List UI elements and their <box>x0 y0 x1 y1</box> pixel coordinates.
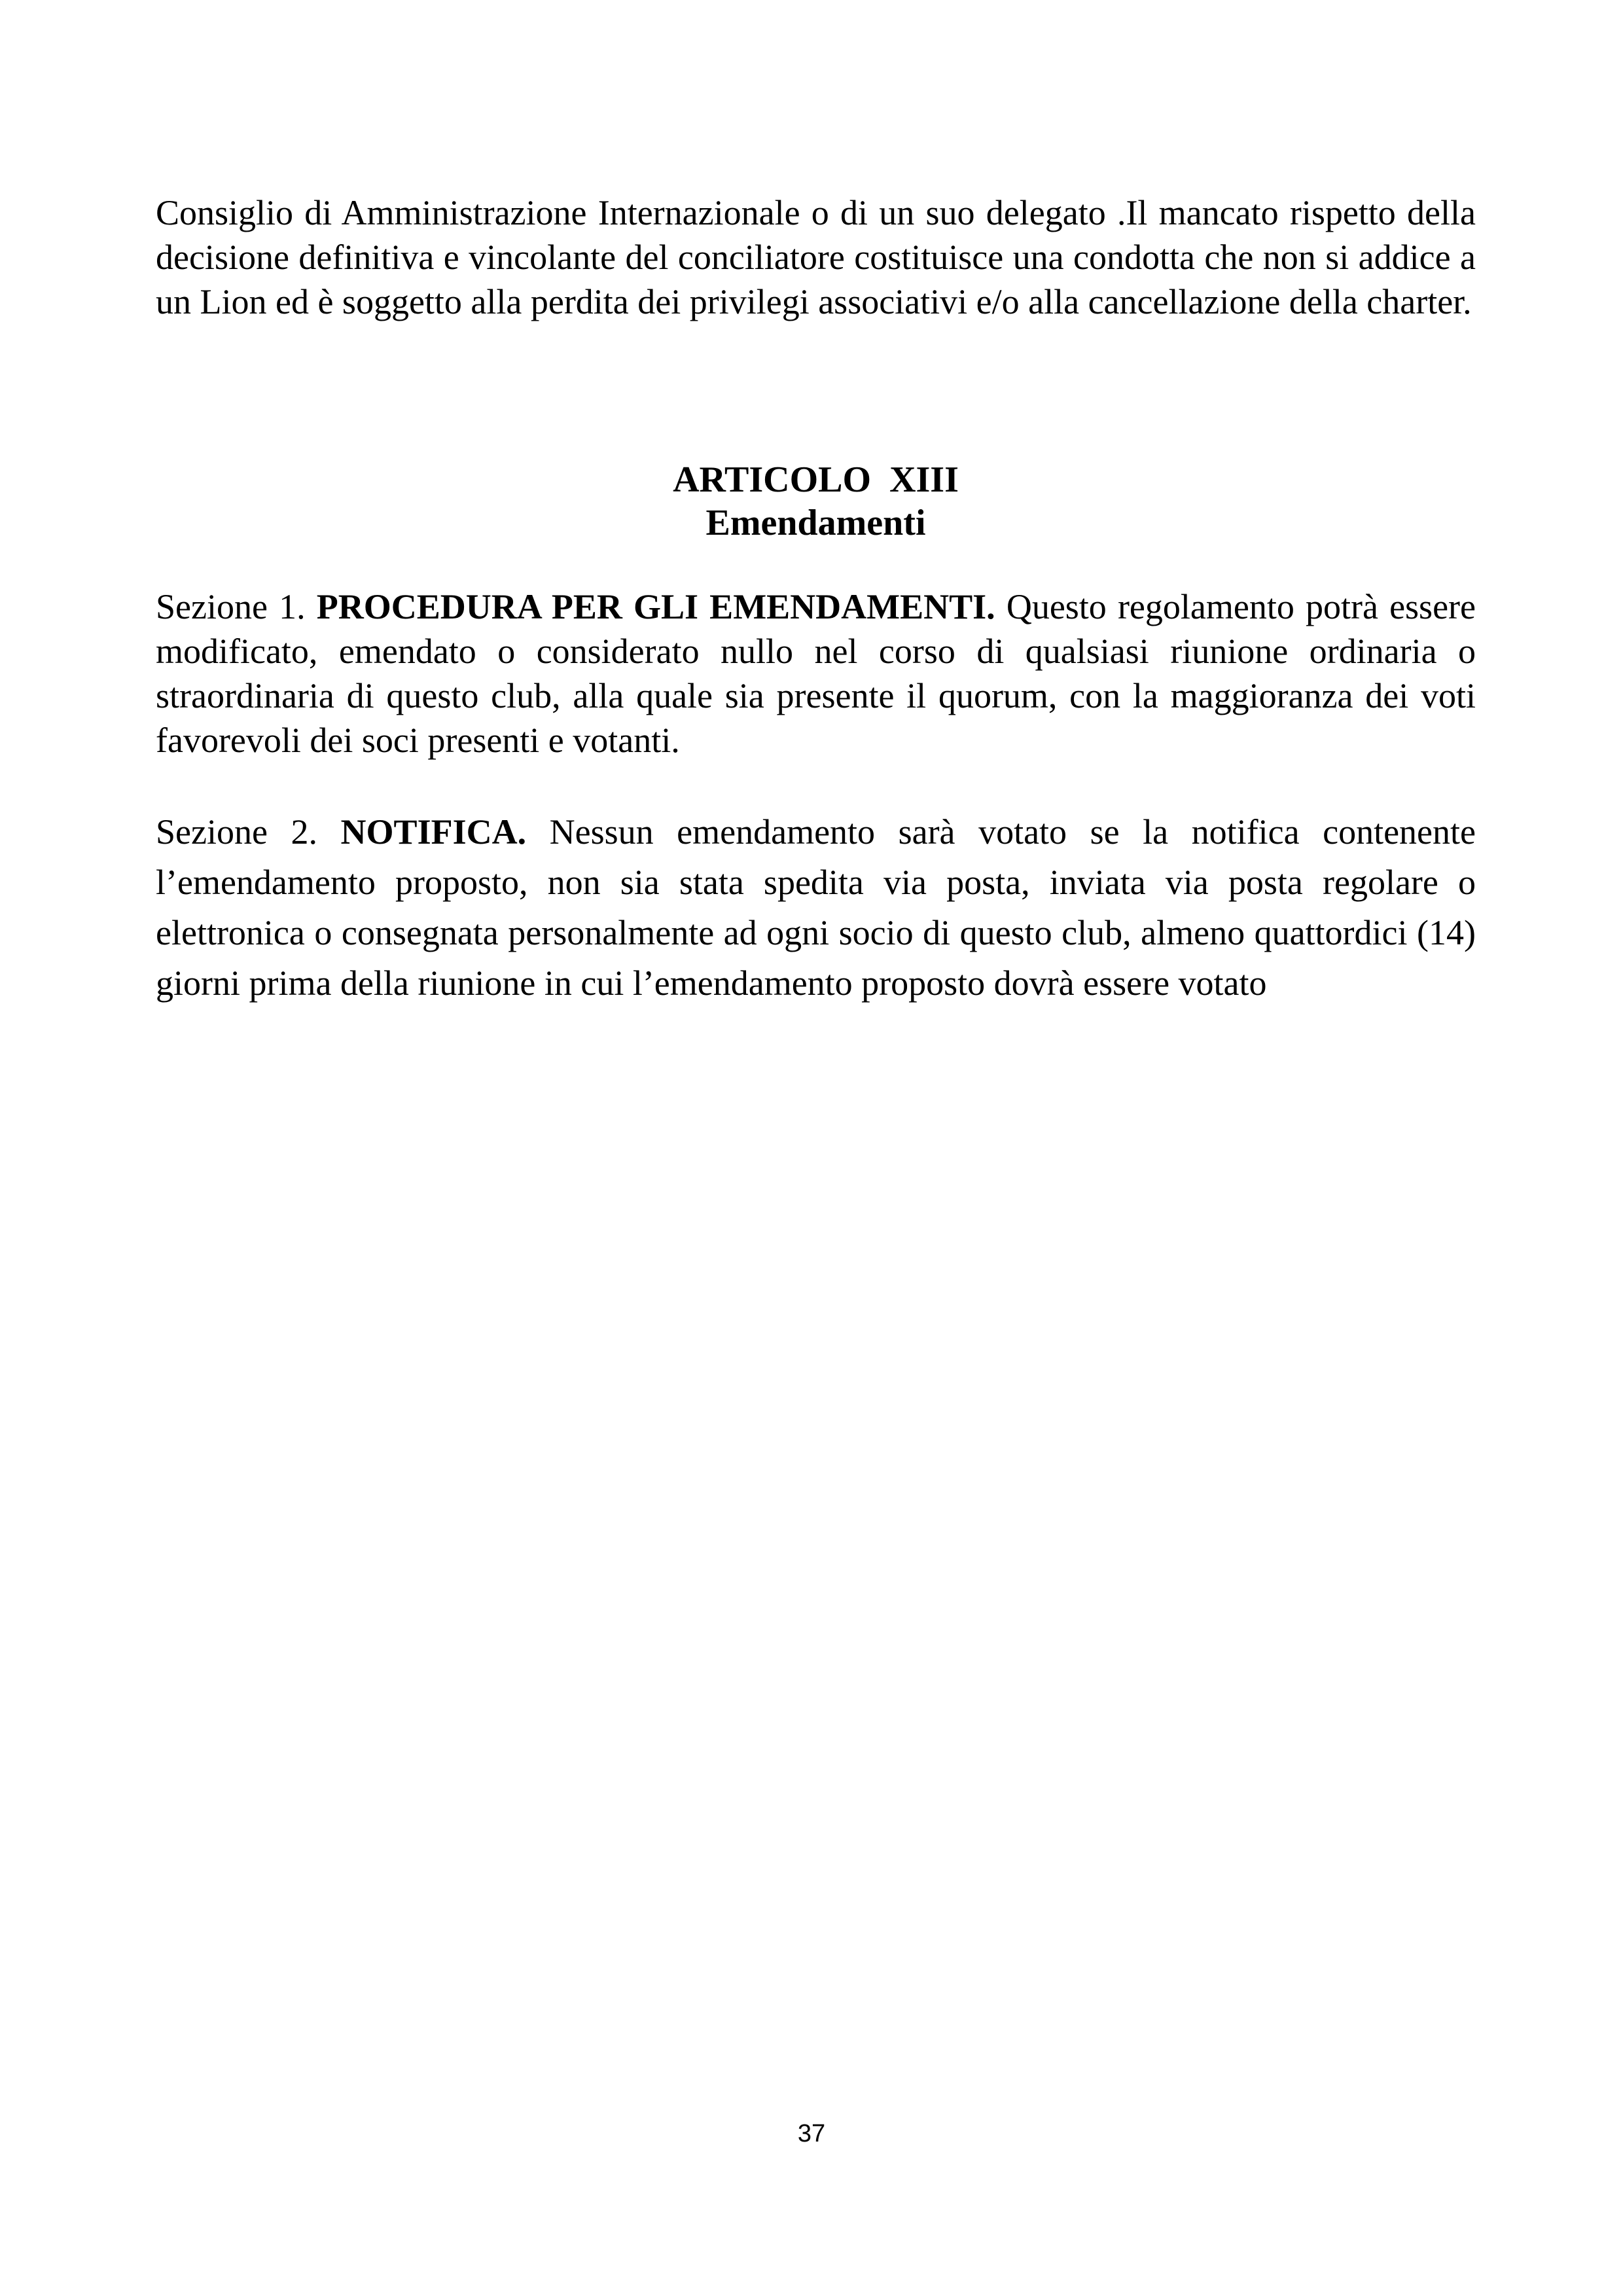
section-2-paragraph <box>156 807 1476 1009</box>
section-2-label: Sezione 2. <box>156 812 317 852</box>
section-1-label: Sezione 1. <box>156 587 306 626</box>
section-1-body: Questo regolamento potrà essere modificato, emendato o considerato nullo nel corso di qualsiasi riunione ordinaria o straordinaria di questo club, alla quale sia presente il quorum, con la maggioranza dei voti favorevoli dei soci presenti e votanti. <box>156 587 1476 760</box>
section-2-body: Nessun emendamento sarà votato se la notifica contenente l’emendamento proposto, non sia stata spedita via posta, inviata via posta regolare o elettronica o consegnata personalmente ad ogni socio di questo club, almeno quattordici (14) giorni prima della riunione in cui l’emendamento proposto dovrà essere votato <box>156 812 1476 1003</box>
article-title: ARTICOLO XIII <box>673 459 959 500</box>
section-1-heading: PROCEDURA PER GLI EMENDAMENTI. <box>316 587 995 626</box>
page-number: 37 <box>797 2120 826 2147</box>
article-subtitle: Emendamenti <box>705 503 926 543</box>
section-2-heading: NOTIFICA. <box>340 812 527 852</box>
section-1-paragraph <box>156 584 1476 762</box>
intro-paragraph: Consiglio di Amministrazione Internazionale o di un suo delegato .Il mancato rispetto della decisione definitiva e vincolante del conciliatore costituisce una condotta che non si addice a un Lion ed è soggetto alla perdita dei privilegi associativi e/o alla cancellazione della charter. <box>156 193 1476 321</box>
